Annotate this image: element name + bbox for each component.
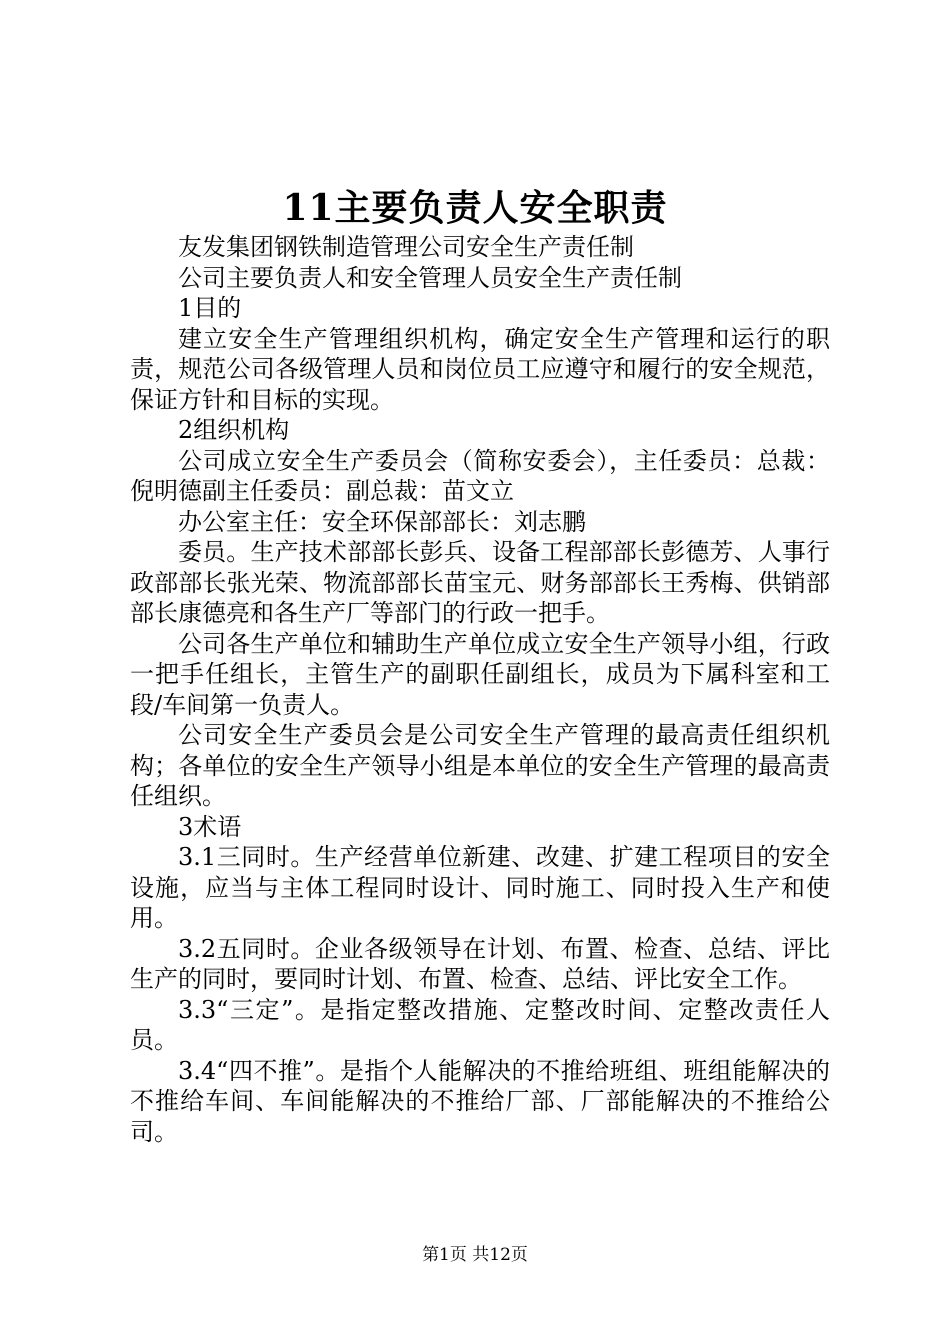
paragraph-term-3-2: 3.2五同时。企业各级领导在计划、布置、检查、总结、评比生产的同时，要同时计划、布置、检查、总结、评比安全工作。 [130,934,830,993]
document-body [130,232,830,1147]
paragraph-members: 委员。生产技术部部长彭兵、设备工程部部长彭德芳、人事行政部部长张光荣、物流部部长苗宝元、财务部部长王秀梅、供销部部长康德亮和各生产厂等部门的行政一把手。 [130,538,830,627]
paragraph-office-director: 办公室主任：安全环保部部长：刘志鹏 [178,507,586,536]
section-heading-terms: 3术语 [178,812,242,841]
paragraph-term-3-1: 3.1三同时。生产经营单位新建、改建、扩建工程项目的安全设施，应当与主体工程同时设计、同时施工、同时投入生产和使用。 [130,843,830,932]
paragraph-leadership-groups: 公司各生产单位和辅助生产单位成立安全生产领导小组，行政一把手任组长，主管生产的副职任副组长，成员为下属科室和工段/车间第一负责人。 [130,629,830,719]
page-number-footer: 第1页 共12页 [422,1245,528,1265]
paragraph-purpose: 建立安全生产管理组织机构，确定安全生产管理和运行的职责，规范公司各级管理人员和岗位员工应遵守和履行的安全规范，保证方针和目标的实现。 [130,324,830,414]
paragraph-term-3-4: 3.4“四不推”。是指个人能解决的不推给班组、班组能解决的不推给车间、车间能解决的不推给厂部、厂部能解决的不推给公司。 [130,1056,830,1146]
paragraph-responsibility-system: 公司主要负责人和安全管理人员安全生产责任制 [178,263,682,292]
paragraph-highest-authority: 公司安全生产委员会是公司安全生产管理的最高责任组织机构；各单位的安全生产领导小组是本单位的安全生产管理的最高责任组织。 [130,721,830,810]
paragraph-company-system: 友发集团钢铁制造管理公司安全生产责任制 [178,233,634,261]
section-heading-organization: 2组织机构 [178,416,290,444]
paragraph-committee: 公司成立安全生产委员会（简称安委会），主任委员：总裁：倪明德副主任委员：副总裁：苗文立 [130,446,830,505]
document-title: 11主要负责人安全职责 [282,187,668,229]
paragraph-term-3-3: 3.3“三定”。是指定整改措施、定整改时间、定整改责任人员。 [130,995,830,1054]
section-heading-purpose: 1目的 [178,294,242,322]
